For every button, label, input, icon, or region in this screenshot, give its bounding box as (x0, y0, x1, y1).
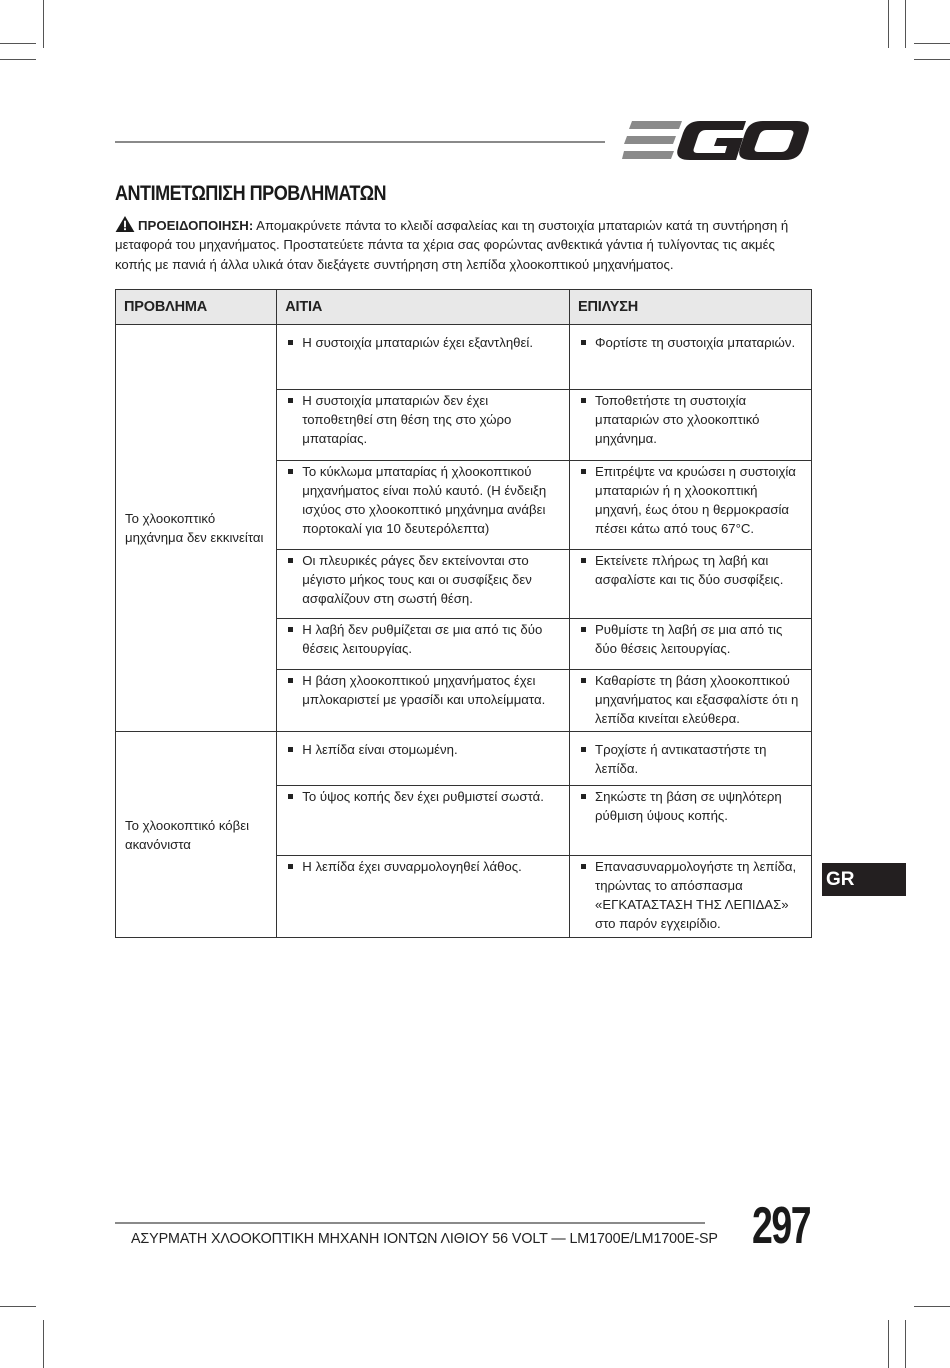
crop-mark (43, 1320, 44, 1368)
problem-cell: Το χλοοκοπτικό κόβει ακανόνιστα (116, 732, 277, 938)
crop-mark (888, 1320, 889, 1368)
solution-item: Τροχίστε ή αντικαταστήστε τη λεπίδα. (570, 740, 811, 778)
crop-mark (0, 59, 36, 60)
page-number: 297 (752, 1197, 811, 1255)
table-header-row (116, 290, 812, 325)
header-problem: ΠΡΟΒΛΗΜΑ (116, 290, 277, 325)
solution-item: Καθαρίστε τη βάση χλοοκοπτικού μηχανήματος και εξασφαλίστε ότι η λεπίδα κινείται ελεύθερα. (570, 671, 811, 728)
crop-mark (905, 0, 906, 48)
table-row (116, 732, 812, 786)
solution-item: Φορτίστε τη συστοιχία μπαταριών. (570, 333, 811, 352)
crop-mark (905, 1320, 906, 1368)
crop-mark (914, 43, 950, 44)
language-tab: GR (822, 863, 906, 896)
warning-text: Απομακρύνετε πάντα το κλειδί ασφαλείας και τη συστοιχία μπαταριών κατά τη συντήρηση ή μεταφορά του μηχανήματος. Προστατεύετε πάντα τα χέρια σας φορώντας ανθεκτικά γάντια ή τυλίγοντας τις ακμές κοπής με πανιά ή άλλα υλικά όταν διεξάγετε συντήρηση στη λεπίδα χλοοκοπτικού μηχανήματος. (115, 218, 789, 272)
solution-item: Τοποθετήστε τη συστοιχία μπαταριών στο χλοοκοπτικό μηχάνημα. (570, 391, 811, 448)
cause-item: Το κύκλωμα μπαταρίας ή χλοοκοπτικού μηχανήματος είναι πολύ καυτό. (Η ένδειξη ισχύος στο χλοοκοπτικό μηχάνημα ανάβει πορτοκαλί για 10 δευτερόλεπτα) (277, 462, 569, 538)
header-solution: ΕΠΙΛΥΣΗ (570, 290, 812, 325)
cause-item: Η λαβή δεν ρυθμίζεται σε μια από τις δύο θέσεις λειτουργίας. (277, 620, 569, 658)
crop-mark (0, 43, 36, 44)
solution-item: Επανασυναρμολογήστε τη λεπίδα, τηρώντας το απόσπασμα «ΕΓΚΑΤΑΣΤΑΣΗ ΤΗΣ ΛΕΠΙΔΑΣ» στο παρόν εγχειρίδιο. (570, 857, 811, 933)
cause-item: Η λεπίδα έχει συναρμολογηθεί λάθος. (277, 857, 569, 876)
solution-item: Ρυθμίστε τη λαβή σε μια από τις δύο θέσεις λειτουργίας. (570, 620, 811, 658)
cause-item: Η λεπίδα είναι στομωμένη. (277, 740, 569, 759)
crop-mark (0, 1306, 36, 1307)
footer-rule (115, 1222, 705, 1224)
warning-label: ΠΡΟΕΙΔΟΠΟΙΗΣΗ: (138, 218, 254, 233)
solution-item: Σηκώστε τη βάση σε υψηλότερη ρύθμιση ύψους κοπής. (570, 787, 811, 825)
table-row (116, 325, 812, 390)
problem-cell: Το χλοοκοπτικό μηχάνημα δεν εκκινείται (116, 325, 277, 732)
ego-logo (622, 118, 812, 164)
warning-block (115, 216, 811, 274)
cause-item: Οι πλευρικές ράγες δεν εκτείνονται στο μέγιστο μήκος τους και οι συσφίξεις δεν ασφαλίζουν στη σωστή θέση. (277, 551, 569, 608)
crop-mark (888, 0, 889, 48)
cause-item: Η συστοιχία μπαταριών έχει εξαντληθεί. (277, 333, 569, 352)
crop-mark (43, 0, 44, 48)
warning-triangle-icon (115, 216, 135, 232)
solution-item: Εκτείνετε πλήρως τη λαβή και ασφαλίστε και τις δύο συσφίξεις. (570, 551, 811, 589)
header-rule (115, 141, 605, 143)
crop-mark (914, 59, 950, 60)
troubleshooting-table (115, 289, 812, 938)
crop-mark (914, 1306, 950, 1307)
cause-item: Η βάση χλοοκοπτικού μηχανήματος έχει μπλοκαριστεί με γρασίδι και υπολείμματα. (277, 671, 569, 709)
cause-item: Το ύψος κοπής δεν έχει ρυθμιστεί σωστά. (277, 787, 569, 806)
page-title: ΑΝΤΙΜΕΤΩΠΙΣΗ ΠΡΟΒΛΗΜΑΤΩΝ (115, 182, 387, 205)
header-cause: ΑΙΤΙΑ (277, 290, 570, 325)
solution-item: Επιτρέψτε να κρυώσει η συστοιχία μπαταριών ή η χλοοκοπτική μηχανή, έως ότου η θερμοκρασία πέσει κάτω από τους 67°C. (570, 462, 811, 538)
cause-item: Η συστοιχία μπαταριών δεν έχει τοποθετηθεί στη θέση της στο χώρο μπαταρίας. (277, 391, 569, 448)
footer-text: ΑΣΥΡΜΑΤΗ ΧΛΟΟΚΟΠΤΙΚΗ ΜΗΧΑΝΗ ΙΟΝΤΩΝ ΛΙΘΙΟΥ 56 VOLT — LM1700E/LM1700E-SP (131, 1231, 718, 1247)
